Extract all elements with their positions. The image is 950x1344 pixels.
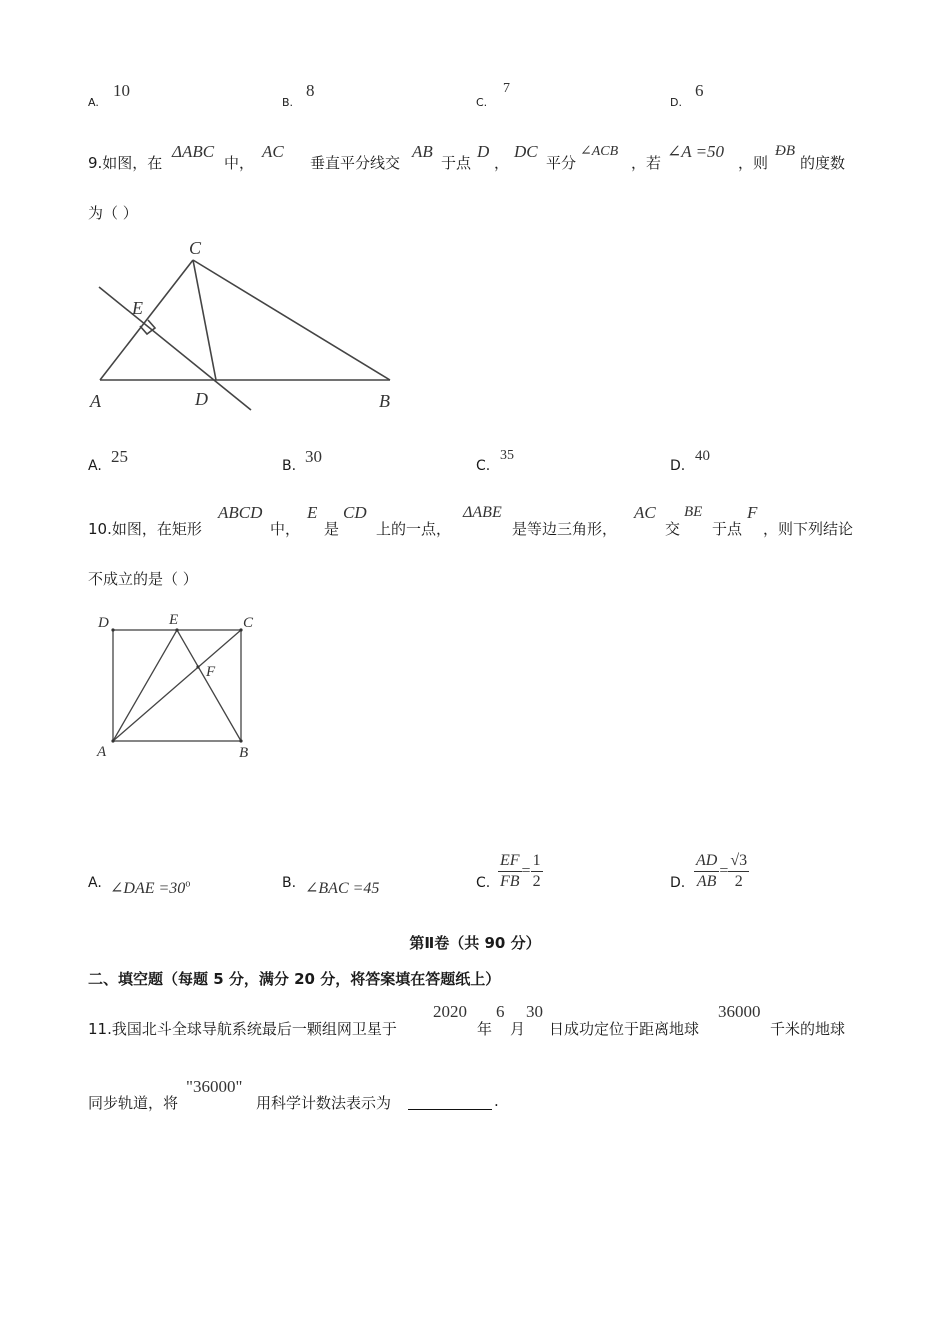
q8-option-c-value: 7 — [503, 81, 510, 96]
q11-text-2: 年 — [477, 1020, 493, 1038]
q11-math-year: 2020 — [433, 1002, 467, 1021]
q11-math-month: 6 — [496, 1002, 505, 1021]
q11-text-end: . — [494, 1092, 499, 1110]
q10-label-e: E — [169, 612, 179, 628]
q10-option-c-numerator: EF — [498, 851, 522, 872]
q9-label-c: C — [189, 238, 202, 258]
q10-label-a: A — [97, 744, 107, 760]
q9-segment-cb — [193, 260, 390, 380]
q10-option-d-equals: = — [719, 862, 729, 880]
q10-segment-ac — [113, 630, 241, 741]
q9-option-a-letter: A. — [88, 458, 102, 474]
q9-segment-ac — [100, 260, 193, 380]
q10-option-a-degree: o — [185, 878, 191, 890]
q10-label-c: C — [243, 615, 254, 631]
q10-option-d-denominator: AB — [696, 873, 717, 890]
q10-text-6: 交 — [665, 520, 681, 538]
q10-label-d: D — [98, 615, 109, 631]
q9-option-d-value: 40 — [695, 448, 710, 464]
q8-option-c-letter: C. — [476, 96, 488, 109]
q10-option-c-equals: = — [521, 862, 531, 880]
q10-figure — [92, 605, 267, 765]
q8-option-d-value: 6 — [695, 81, 704, 100]
q9-text-2: 中， — [224, 154, 255, 172]
section-2-title: 第Ⅱ卷（共 90 分） — [409, 934, 541, 952]
q11-text-7: 用科学计数法表示为 — [256, 1094, 392, 1112]
q10-text-2: 中， — [270, 520, 301, 538]
q10-math-abcd: ABCD — [218, 503, 263, 522]
q10-option-d-numerator: AD — [694, 851, 719, 872]
q9-perpendicular-bisector — [99, 287, 251, 410]
q8-option-b-value: 8 — [306, 81, 315, 100]
q9-label-a: A — [90, 391, 101, 411]
q8-option-d-letter: D. — [670, 96, 682, 109]
q9-math-ac: AC — [262, 142, 284, 161]
q10-option-d-expr — [694, 851, 749, 892]
q9-math-angle-acb: ∠ACB — [580, 144, 619, 159]
q10-text-3: 是 — [324, 520, 340, 538]
q9-math-triangle-abc: ΔABC — [172, 142, 215, 161]
q11-text-4: 日成功定位于距离地球 — [549, 1020, 700, 1038]
section-2-subtitle: 二、填空题（每题 5 分，满分 20 分，将答案填在答题纸上） — [88, 970, 501, 988]
q10-option-a-angle: ∠DAE =30 — [110, 880, 186, 897]
q10-option-c-letter: C. — [476, 875, 491, 891]
q9-text-4: 于点 — [441, 154, 472, 172]
q9-math-angle-a: ∠A =50 — [667, 142, 725, 161]
q8-option-b-letter: B. — [282, 96, 294, 109]
q10-segment-ae — [113, 630, 177, 741]
q9-math-ab: AB — [412, 142, 433, 161]
q10-text-1: 10.如图，在矩形 — [88, 520, 202, 538]
q9-option-d-letter: D. — [670, 458, 686, 474]
q11-math-quoted-number: "36000" — [186, 1077, 243, 1096]
q9-text-9: 的度数 — [800, 154, 846, 172]
q10-math-cd: CD — [343, 503, 367, 522]
q9-label-d: D — [195, 389, 208, 409]
q11-math-distance: 36000 — [718, 1002, 761, 1021]
q9-text-line2: 为（ ） — [88, 204, 138, 222]
q10-math-triangle-abe: ΔABE — [463, 504, 502, 521]
q9-option-b-letter: B. — [282, 458, 297, 474]
q9-figure — [85, 232, 405, 417]
q10-text-8: ，则下列结论 — [763, 520, 854, 538]
q9-label-b: B — [379, 391, 390, 411]
q9-text-3: 垂直平分线交 — [310, 154, 401, 172]
q9-segment-cd — [193, 260, 216, 380]
q8-option-a-letter: A. — [88, 96, 99, 109]
q9-math-d: D — [477, 142, 490, 161]
q11-answer-blank[interactable] — [408, 1091, 492, 1110]
q10-option-b-expr: ∠BAC =45 — [305, 880, 380, 897]
q9-text-6: 平分 — [546, 154, 577, 172]
q10-text-4: 上的一点， — [376, 520, 452, 538]
q9-option-a-value: 25 — [111, 447, 128, 466]
q10-math-f: F — [747, 503, 758, 522]
q11-text-6: 同步轨道，将 — [88, 1094, 179, 1112]
q10-text-line2: 不成立的是（ ） — [88, 570, 198, 588]
q10-option-b-letter: B. — [282, 875, 297, 891]
q9-text-5: ， — [494, 154, 510, 172]
q9-label-e: E — [132, 298, 143, 318]
q11-text-5: 千米的地球 — [770, 1020, 846, 1038]
q10-option-a-letter: A. — [88, 875, 102, 891]
q9-math-dc: DC — [514, 142, 538, 161]
q9-option-b-value: 30 — [305, 447, 322, 466]
q9-option-c-value: 35 — [500, 448, 514, 463]
q10-option-c-denominator: FB — [500, 873, 520, 890]
q8-option-a-value: 10 — [113, 81, 130, 100]
q10-option-c-rhs-denominator: 2 — [532, 873, 541, 890]
q10-math-be: BE — [684, 504, 703, 520]
q9-text-1: 9.如图，在 — [88, 154, 163, 172]
q10-option-d-letter: D. — [670, 875, 686, 891]
q10-math-e: E — [307, 503, 318, 522]
q10-option-c-expr — [498, 851, 543, 892]
q11-text-3: 月 — [510, 1020, 526, 1038]
q10-text-5: 是等边三角形， — [512, 520, 618, 538]
q10-text-7: 于点 — [712, 520, 743, 538]
q11-math-day: 30 — [526, 1002, 543, 1021]
q11-text-1: 11.我国北斗全球导航系统最后一颗组网卫星于 — [88, 1020, 397, 1038]
q9-text-7: ，若 — [631, 154, 662, 172]
q10-option-d-rhs-numerator: √3 — [728, 851, 749, 872]
q9-math-angle-b: ÐB — [775, 143, 795, 159]
q9-option-c-letter: C. — [476, 458, 491, 474]
q10-option-a-expr — [110, 878, 190, 898]
q10-label-f: F — [206, 664, 216, 680]
q10-segment-eb — [177, 630, 241, 741]
q10-math-ac: AC — [634, 503, 656, 522]
q10-option-c-rhs-numerator: 1 — [531, 851, 543, 872]
q9-text-8: ，则 — [738, 154, 769, 172]
q10-label-b: B — [239, 745, 249, 761]
q10-option-d-rhs-denominator: 2 — [734, 873, 743, 890]
